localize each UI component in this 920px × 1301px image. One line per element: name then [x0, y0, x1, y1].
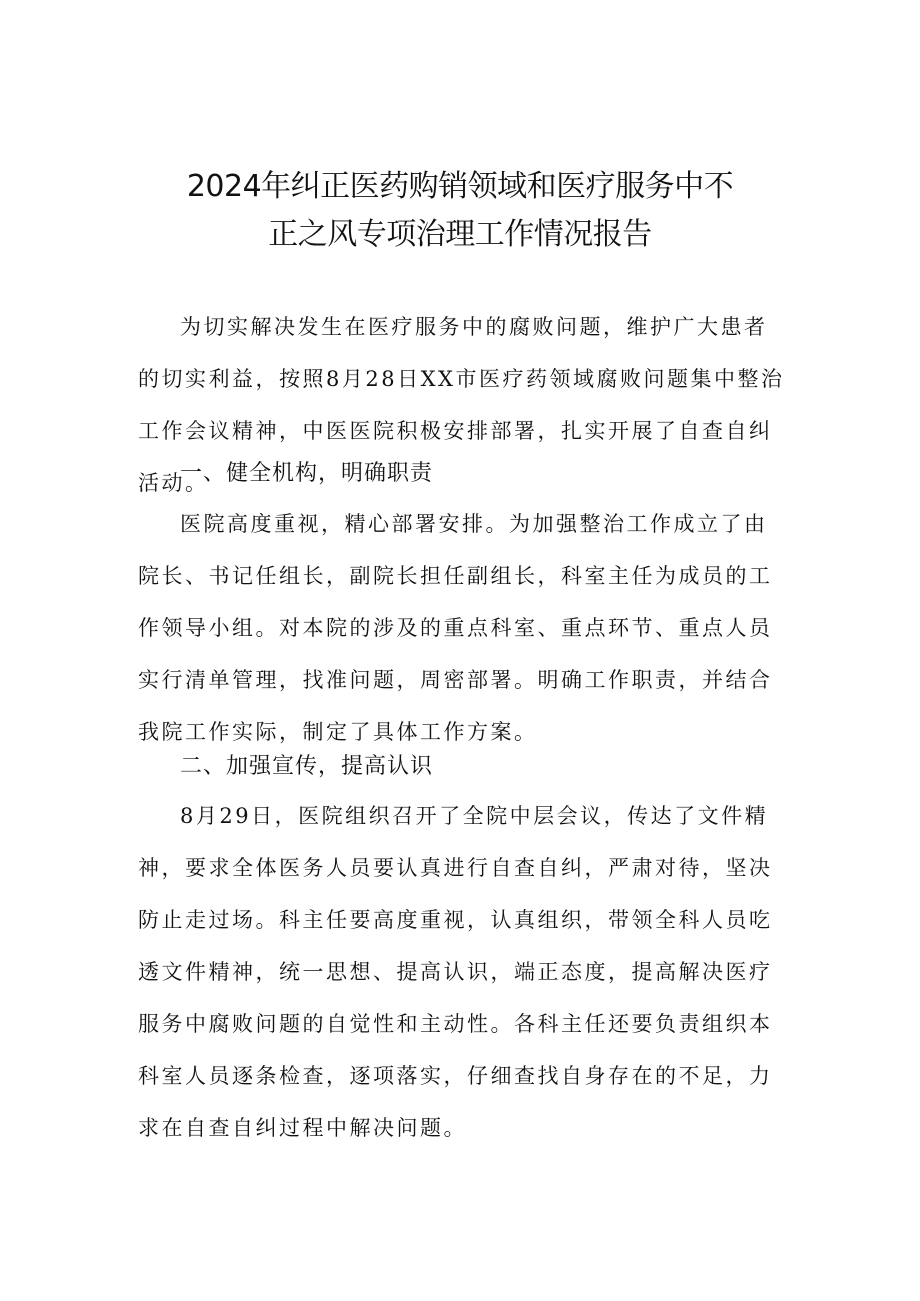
- title-line-1: 2024年纠正医药购销领域和医疗服务中不: [186, 169, 734, 204]
- section-heading-1: 一、健全机构，明确职责: [180, 461, 434, 486]
- intro-paragraph: 为切实解决发生在医疗服务中的腐败问题，维护广大患者的切实利益，按照8月28日XX市医疗药领域腐败问题集中整治工作会议精神，中医医院积极安排部署，扎实开展了自查自纠活动。: [138, 315, 785, 495]
- document-title: [120, 163, 800, 259]
- title-line-2: 正之风专项治理工作情况报告: [268, 217, 652, 252]
- section-heading-2: 二、加强宣传，提高认识: [180, 754, 434, 779]
- section-1-paragraph: 医院高度重视，精心部署安排。为加强整治工作成立了由院长、书记任组长，副院长担任副组长，科室主任为成员的工作领导小组。对本院的涉及的重点科室、重点环节、重点人员实行清单管理，找准问题，周密部署。明确工作职责，并结合我院工作实际，制定了具体工作方案。: [138, 512, 773, 744]
- section-2-paragraph: 8月29日，医院组织召开了全院中层会议，传达了文件精神，要求全体医务人员要认真进行自查自纠，严肃对待，坚决防止走过场。科主任要高度重视，认真组织，带领全科人员吃透文件精神，统一思想、提高认识，端正态度，提高解决医疗服务中腐败问题的自觉性和主动性。各科主任还要负责组织本科室人员逐条检查，逐项落实，仔细查找自身存在的不足，力求在自查自纠过程中解决问题。: [138, 804, 773, 1140]
